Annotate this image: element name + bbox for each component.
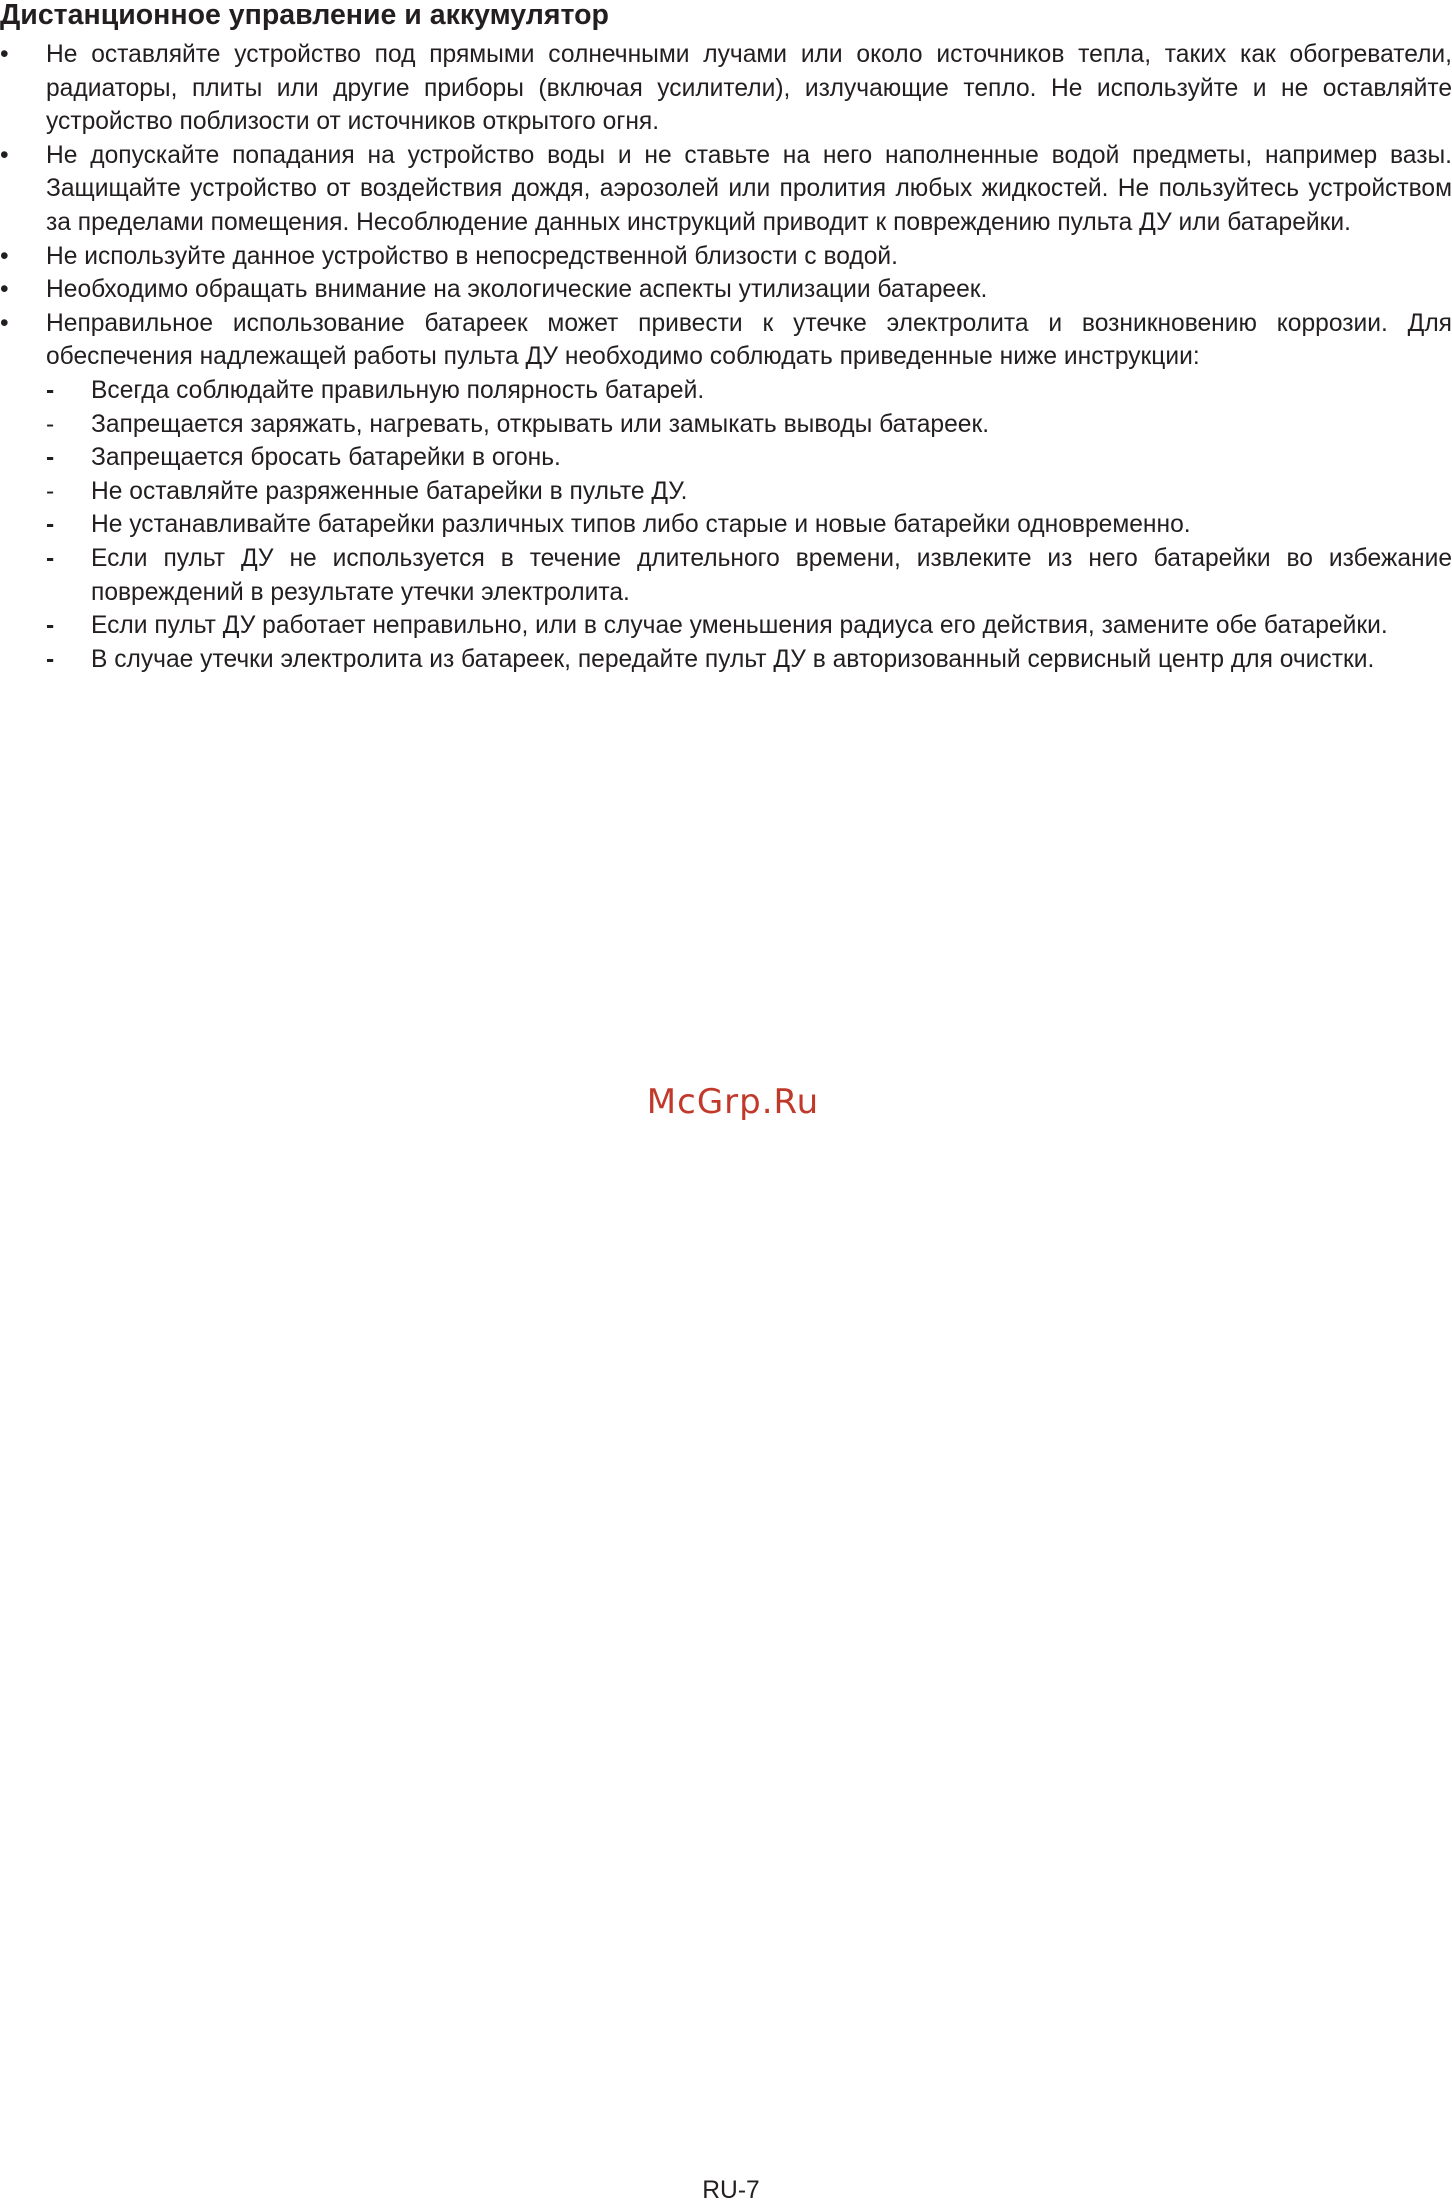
- bullet-text: Не допускайте попадания на устройство воды и не ставьте на него наполненные водой предметы, например вазы. Защищайте устройство от воздействия дождя, аэрозолей или пролития любых жидкостей. Не пользуйтесь устройством за пределами помещения. Несоблюдение данных инструкций приводит к повреждению пульта ДУ или батарейки.: [46, 141, 1452, 236]
- sub-item-text: Если пульт ДУ не используется в течение длительного времени, извлеките из него батарейки во избежание повреждений в результате утечки электролита.: [91, 544, 1452, 606]
- dash-marker: -: [46, 511, 55, 539]
- sub-item-text: Запрещается заряжать, нагревать, открывать или замыкать выводы батареек.: [91, 410, 990, 438]
- bullet-text: Не оставляйте устройство под прямыми солнечными лучами или около источников тепла, таких как обогреватели, радиаторы, плиты или другие приборы (включая усилители), излучающие тепло. Не используйте и не оставляйте устройство поблизости от источников открытого огня.: [46, 41, 1452, 136]
- sub-item-text: Не оставляйте разряженные батарейки в пульте ДУ.: [91, 477, 688, 505]
- bullet-item: [0, 139, 1452, 240]
- sub-list-item: [46, 609, 1452, 643]
- sub-list-item: [46, 508, 1452, 542]
- sub-list-item: [46, 643, 1452, 677]
- bullet-marker: •: [0, 141, 9, 169]
- bullet-item: [0, 38, 1452, 139]
- dash-marker: -: [46, 444, 55, 472]
- sub-item-text: Если пульт ДУ работает неправильно, или в случае уменьшения радиуса его действия, замените обе батарейки.: [91, 612, 1388, 640]
- sub-item-text: Запрещается бросать батарейки в огонь.: [91, 444, 561, 472]
- bullet-text: Неправильное использование батареек может привести к утечке электролита и возникновению коррозии. Для обеспечения надлежащей работы пульта ДУ необходимо соблюдать приведенные ниже инструкции:: [46, 309, 1452, 371]
- sub-list-item: [46, 475, 1452, 509]
- sub-item-text: В случае утечки электролита из батареек, передайте пульт ДУ в авторизованный сервисный центр для очистки.: [91, 645, 1375, 673]
- bullet-item: [0, 240, 1452, 274]
- bullet-marker: •: [0, 242, 9, 270]
- battery-instructions-list: [46, 374, 1452, 676]
- sub-list-item: [46, 374, 1452, 408]
- bullet-marker: •: [0, 276, 9, 304]
- watermark-text: McGrp.Ru: [646, 1082, 820, 1122]
- bullet-text: Не используйте данное устройство в непосредственной близости с водой.: [46, 242, 898, 270]
- dash-marker: -: [46, 477, 55, 505]
- dash-marker: -: [46, 410, 55, 438]
- dash-marker: -: [46, 645, 55, 673]
- bullet-item: [0, 307, 1452, 677]
- section-title: Дистанционное управление и аккумулятор: [0, 0, 609, 31]
- dash-marker: -: [46, 544, 55, 572]
- page-number: RU-7: [702, 2177, 760, 2204]
- sub-list-item: [46, 408, 1452, 442]
- bullet-list: [0, 38, 1452, 676]
- dash-marker: -: [46, 376, 55, 404]
- bullet-text: Необходимо обращать внимание на экологические аспекты утилизации батареек.: [46, 276, 988, 304]
- sub-item-text: Всегда соблюдайте правильную полярность батарей.: [91, 376, 705, 404]
- sub-item-text: Не устанавливайте батарейки различных типов либо старые и новые батарейки одновременно.: [91, 511, 1191, 539]
- bullet-marker: •: [0, 309, 9, 337]
- sub-list-item: [46, 542, 1452, 609]
- bullet-marker: •: [0, 41, 9, 68]
- bullet-item: [0, 273, 1452, 307]
- sub-list-item: [46, 441, 1452, 475]
- dash-marker: -: [46, 612, 55, 640]
